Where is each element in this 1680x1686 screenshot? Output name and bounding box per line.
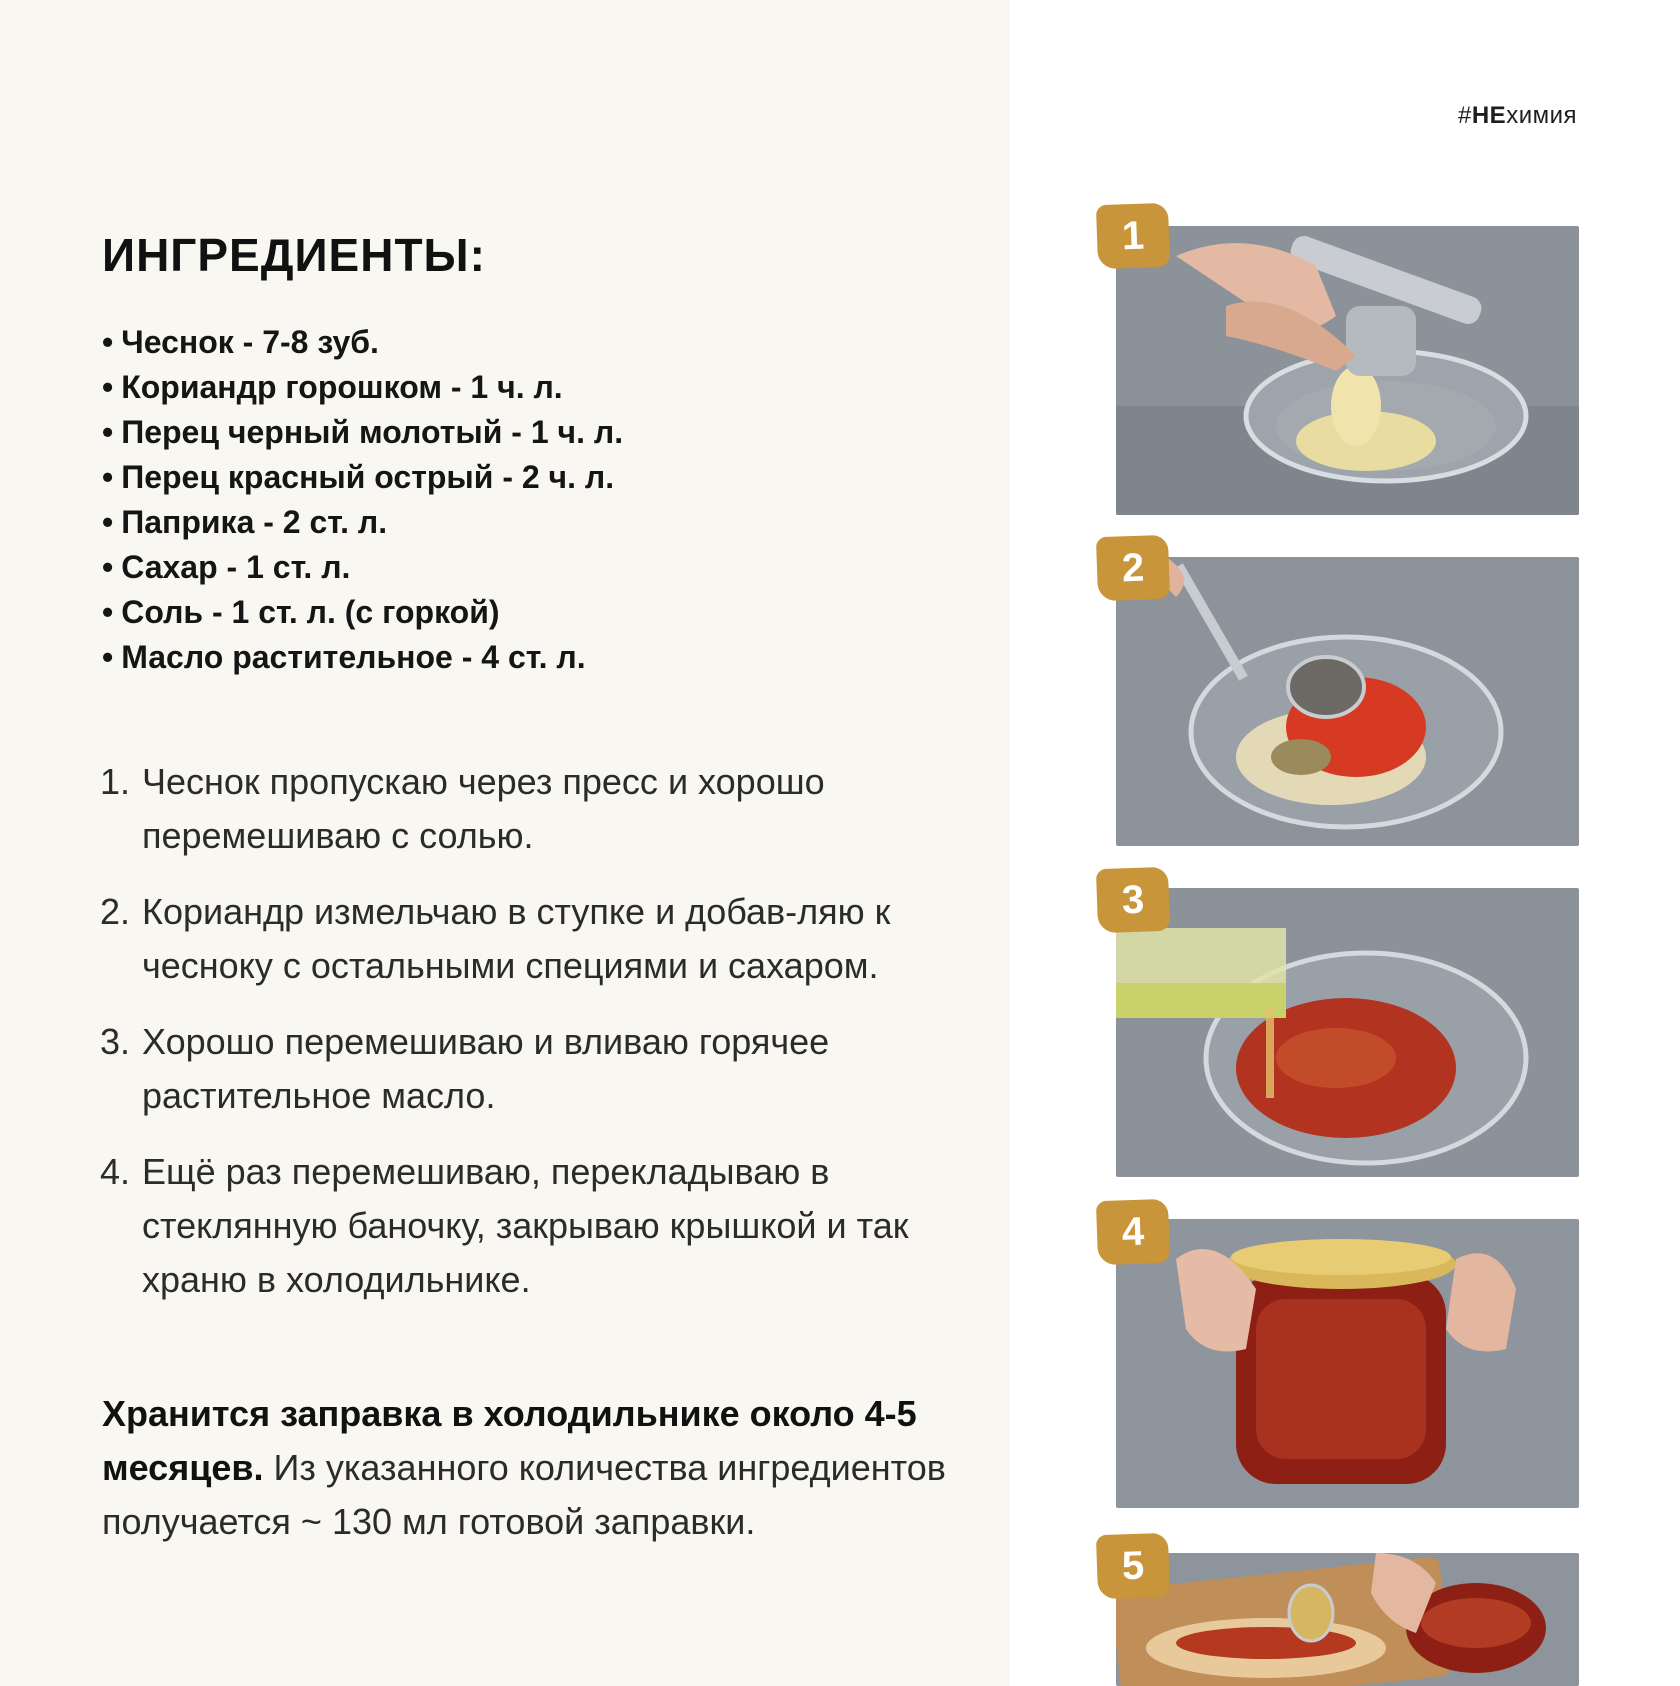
step-item: 3. Хорошо перемешиваю и вливаю горячее растительное масло. — [100, 1021, 830, 1116]
ingredient-item: • Перец черный молотый - 1 ч. л. — [102, 414, 624, 450]
hashtag-prefix: # — [1457, 102, 1472, 129]
step-item: 4. Ещё раз перемешиваю, перекладываю в стеклянную баночку, закрываю крышкой и так храню в холодильнике. — [100, 1151, 909, 1300]
ingredients-title: ИНГРЕДИЕНТЫ: — [102, 229, 486, 281]
storage-note — [102, 1387, 962, 1549]
ingredient-item: • Паприка - 2 ст. л. — [102, 504, 388, 540]
step-badge-4: 4 — [1096, 1199, 1170, 1265]
step-badge-5: 5 — [1096, 1533, 1170, 1599]
ingredient-item: • Чеснок - 7-8 зуб. — [102, 324, 379, 360]
step-badge-3: 3 — [1096, 867, 1170, 933]
ingredient-item: • Масло растительное - 4 ст. л. — [102, 639, 586, 675]
spread-on-bread-photo — [1116, 1553, 1579, 1686]
ingredient-item: • Соль - 1 ст. л. (с горкой) — [102, 594, 500, 630]
hashtag-rest: химия — [1506, 102, 1577, 129]
storage-note-bold: Хранится заправка в холодильнике около 4-5 месяцев. — [102, 1393, 917, 1488]
oil-pouring-photo — [1116, 888, 1579, 1177]
step-badge-2: 2 — [1096, 535, 1170, 601]
spices-bowl-photo — [1116, 557, 1579, 846]
hashtag-strong: НЕ — [1471, 102, 1507, 129]
ingredient-item: • Кориандр горошком - 1 ч. л. — [102, 369, 563, 405]
step-item: 1. Чеснок пропускаю через пресс и хорошо перемешиваю с солью. — [100, 761, 825, 856]
ingredient-item: • Перец красный острый - 2 ч. л. — [102, 459, 615, 495]
steps-list — [100, 755, 960, 1329]
storage-note-regular: Из указанного количества ингредиентов получается ~ 130 мл готовой заправки. — [102, 1447, 946, 1542]
step-item: 2. Кориандр измельчаю в ступке и добав-ляю к чесноку с остальными специями и сахаром. — [100, 891, 891, 986]
step-badge-1: 1 — [1096, 203, 1170, 269]
garlic-press-photo — [1116, 226, 1579, 515]
hashtag — [1458, 102, 1577, 130]
ingredient-item: • Сахар - 1 ст. л. — [102, 549, 351, 585]
jar-photo — [1116, 1219, 1579, 1508]
ingredients-list — [102, 320, 623, 680]
